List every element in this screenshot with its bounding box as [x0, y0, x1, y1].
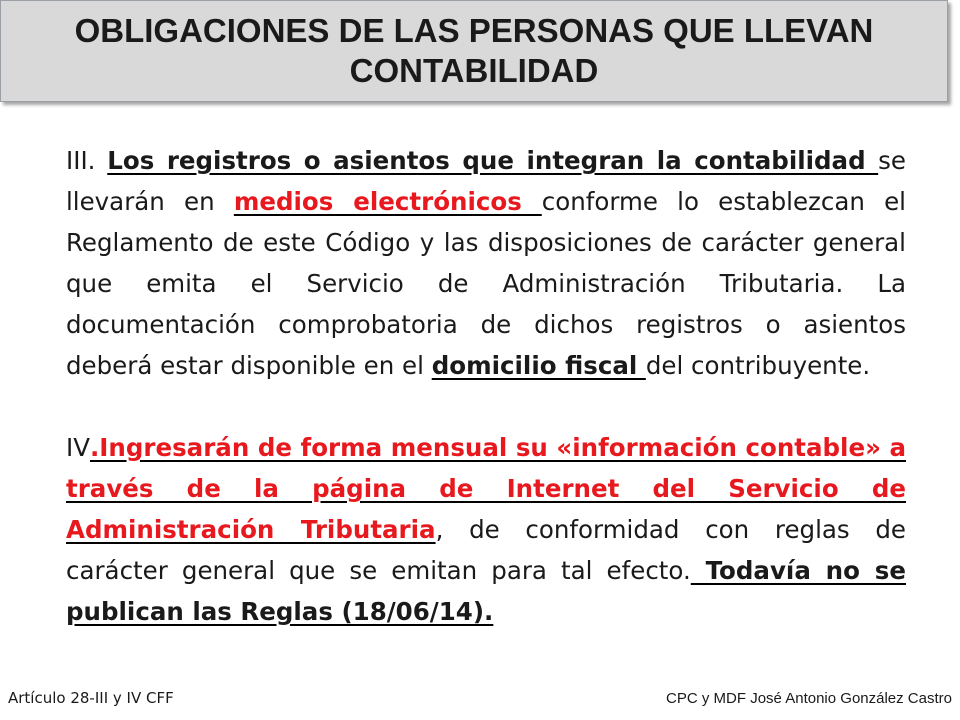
para-iv-prefix: IV: [66, 433, 90, 462]
para-iii-text-3: del contribuyente.: [645, 351, 871, 380]
paragraph-iv: [66, 427, 906, 632]
para-iii-text-1: se llevarán en: [66, 146, 906, 216]
slide-title: OBLIGACIONES DE LAS PERSONAS QUE LLEVAN CONTABILIDAD: [74, 12, 874, 89]
para-iii-text-2: conforme lo establezcan el Reglamento de este Código y las disposiciones de carácter general que emita el Servicio de Administración Tributaria. La documentación comprobatoria de dichos registros o asientos deberá estar disponible en el: [66, 187, 906, 380]
para-iii-emphasis-domicilio: domicilio fiscal: [431, 351, 646, 380]
paragraph-gap: [66, 386, 906, 427]
footer-article-reference: Artículo 28-III y IV CFF: [8, 689, 174, 707]
para-iii-emphasis-registros: Los registros o asientos que integran la contabilidad: [107, 146, 879, 175]
para-iv-emphasis-reglas: Todavía no se publican las Reglas (18/06/14).: [66, 556, 906, 626]
para-iii-emphasis-medios: medios electrónicos: [233, 187, 542, 216]
title-banner: [0, 0, 948, 102]
footer-author: CPC y MDF José Antonio González Castro: [666, 690, 952, 707]
slide-body: [66, 140, 906, 632]
para-iv-emphasis-ingresaran: .Ingresarán de forma mensual su «información contable» a través de la página de Internet del Servicio de Administración Tributaria: [66, 433, 906, 544]
para-iii-prefix: III.: [66, 146, 108, 175]
para-iv-text-1: , de conformidad con reglas de carácter general que se emitan para tal efecto.: [66, 515, 906, 585]
paragraph-iii: [66, 140, 906, 386]
